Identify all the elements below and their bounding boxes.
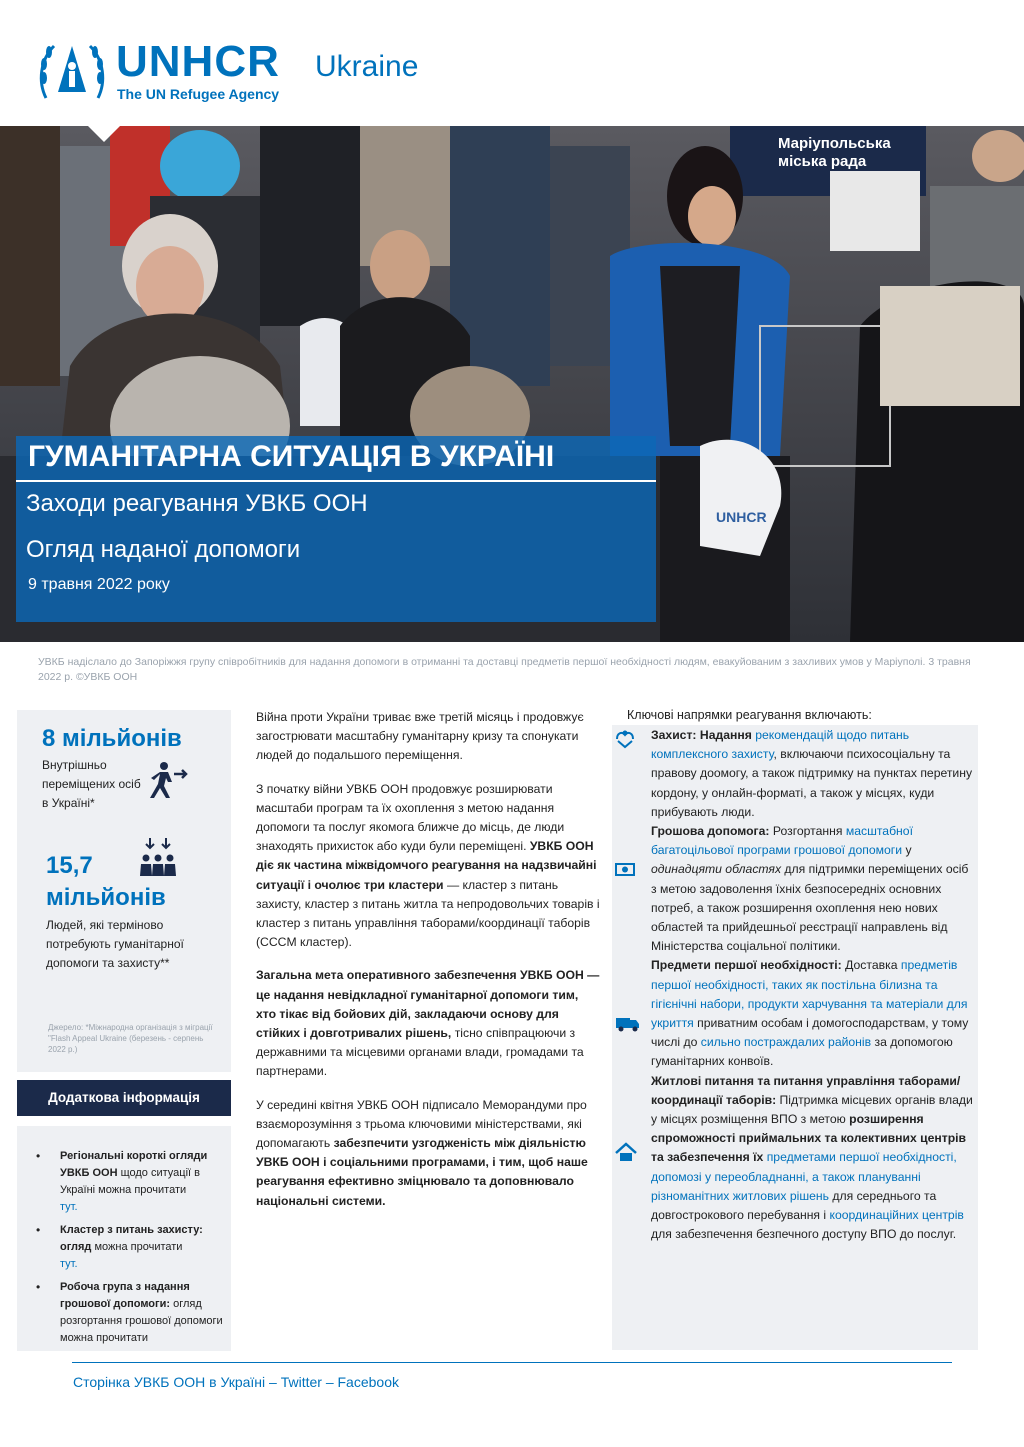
banner-text-2: міська рада <box>778 153 867 170</box>
footer-links[interactable]: Сторінка УВКБ ООН в Україні – Twitter – Facebook <box>73 1374 399 1390</box>
cash-item: Грошова допомога: Розгортання масштабної багатоцільової програми грошової допомоги у одинадцяти областях для підтримки переміщених осіб з метою задоволення їхніх безпосередніх основних потреб, а також розширення охоплення нею нових областей та прийдешньої реєстрації направлень від Міністерства соціальної політики. <box>651 824 969 954</box>
protection-cluster-link[interactable]: тут. <box>60 1258 78 1270</box>
protection-icon <box>614 727 636 749</box>
person-running-icon <box>144 760 188 800</box>
main-text <box>256 708 601 1225</box>
page-subtitle: Заходи реагування УВКБ ООН <box>26 490 368 517</box>
relief-items-icon <box>614 1012 640 1032</box>
bag-label: UNHCR <box>716 509 767 525</box>
country-name: Ukraine <box>315 50 419 83</box>
banner-text-1: Маріупольська <box>778 135 891 152</box>
protection-link[interactable]: рекомендацій щодо питань комплексного захисту <box>651 728 910 762</box>
paragraph-3: Загальна мета оперативного забезпечення УВКБ ООН — це надання невідкладної гуманітарної допомоги тим, хто тікає від бойових дій, закладаючи основу для стійких і довготривалих рішень, тісно співпрацюючи з державними та місцевими органами влади, громадами та партнерами. <box>256 968 600 1079</box>
unhcr-emblem-icon <box>36 38 108 104</box>
hero-notch <box>88 126 120 142</box>
shelter-icon <box>614 1141 638 1163</box>
cash-programme-link[interactable]: масштабної багатоцільової програми грошової допомоги <box>651 824 913 858</box>
publication-date: 9 травня 2022 року <box>28 576 170 593</box>
shelter-link[interactable]: предметами першої необхідності, допомозі у переобладнанні, а також плануванні різноманітних житлових рішень <box>651 1150 957 1203</box>
paragraph-2: З початку війни УВКБ ООН продовжує розширювати масштаби програм та їх охоплення з метою надання допомоги та послуг якомога ближче до місць, де люди знаходять прихисток або куди були переміщені. УВКБ ООН діє як частина міжвідомчого реагування на надзвичайні ситуації і очолює три кластери — кластер з питань захисту, кластер з питань житла та непродовольчих товарів і кластер з питань управління таборами/координації таборів (CCCM кластер). <box>256 781 600 950</box>
affected-areas-link[interactable]: сильно постраждалих районів <box>700 1035 872 1050</box>
relief-items-item: Предмети першої необхідності: Доставка предметів першої необхідності, таких як постільна білизна та гігієнічні набори, продукти харчування та матеріали для укриття приватним особам і домогосподарствам, у тому числі до сильно постраждалих районів за допомогою гуманітарних конвоїв. <box>651 958 969 1069</box>
more-info-heading: Додаткова інформація <box>17 1080 231 1116</box>
relief-items-link[interactable]: предметів першої необхідності, таких як постільна білизна та гігієнічні набори, продукти харчування та матеріали для укриття <box>651 958 968 1031</box>
header <box>0 0 1024 126</box>
paragraph-4: У середині квітня УВКБ ООН підписало Меморандуми про взаєморозуміння з трьома ключовими міністерствами, які допомагають забезпечити узгодженість між діяльністю УВКБ ООН і соціальними програмами, і тим, щоб наше реагування ефективно зміцнювало та доповнювало національні системи. <box>256 1097 588 1208</box>
people-in-need-label: Людей, які терміново потребують гуманітарної допомоги та захисту** <box>46 918 184 970</box>
more-info-list <box>60 1148 230 1353</box>
key-response-heading: Ключові напрямки реагування включають: <box>627 708 872 722</box>
brand-name: UNHCR <box>116 37 280 86</box>
coordination-centres-link[interactable]: координаційних центрів <box>829 1208 964 1223</box>
idp-count: 8 мільйонів <box>42 725 182 752</box>
brand-tagline: The UN Refugee Agency <box>117 86 280 102</box>
stats-source: Джерело: *Міжнародна організація з міграції "Flash Appeal Ukraine (березень - серпень 2022 р.) <box>48 1023 213 1054</box>
idp-label: Внутрішньо переміщених осіб в Україні* <box>42 758 141 810</box>
page-title: ГУМАНІТАРНА СИТУАЦІЯ В УКРАЇНІ <box>28 440 555 473</box>
cash-icon <box>614 858 636 880</box>
shelter-item: Житлові питання та питання управління таборами/координації таборів: Підтримка місцевих органів влади у місцях розміщення ВПО з метою розширення спроможності приймальних та колективних центрів та забезпечення їх предметами першої необхідності, допомозі у переобладнанні, а також плануванні різноманітних житлових рішень для середнього та довгострокового перебування і координаційних центрів для забезпечення безпечного доступу ВПО до послуг. <box>651 1073 973 1242</box>
people-in-need-count: 15,7 мільйонів <box>46 852 166 911</box>
page-subtitle-2: Огляд наданої допомоги <box>26 536 301 563</box>
photo-caption: УВКБ надіслало до Запоріжжя групу співробітників для надання допомоги в отриманні та доставці предметів першої необхідності людям, евакуйованим з захливих умов у Маріуполі. 3 травня 2022 р. ©УВКБ ООН <box>38 656 971 683</box>
key-response-list <box>651 726 973 1244</box>
list-item: • Регіональні короткі огляди УВКБ ООН щодо ситуації в Україні можна прочитати тут. <box>60 1148 230 1216</box>
title-divider <box>16 480 656 482</box>
list-item: • Кластер з питань захисту: огляд можна прочитати тут. <box>60 1222 230 1273</box>
regional-briefs-link[interactable]: тут. <box>60 1201 78 1213</box>
footer-divider <box>72 1362 952 1363</box>
list-item: • Робоча група з надання грошової допомоги: огляд розгортання грошової допомоги можна прочитати <box>60 1279 230 1347</box>
intro-paragraph: Війна проти України триває вже третій місяць і продовжує загострювати масштабну гуманітарну кризу та спонукати людей до подальшого переміщення. <box>256 710 584 763</box>
protection-item: Захист: Надання рекомендацій щодо питань комплексного захисту, включаючи психосоціальну та правову доомогу, а також підтримку на пунктах перетину кордону, у онлайн-форматі, а також у місцях, куди прибувають люди. <box>651 728 973 819</box>
